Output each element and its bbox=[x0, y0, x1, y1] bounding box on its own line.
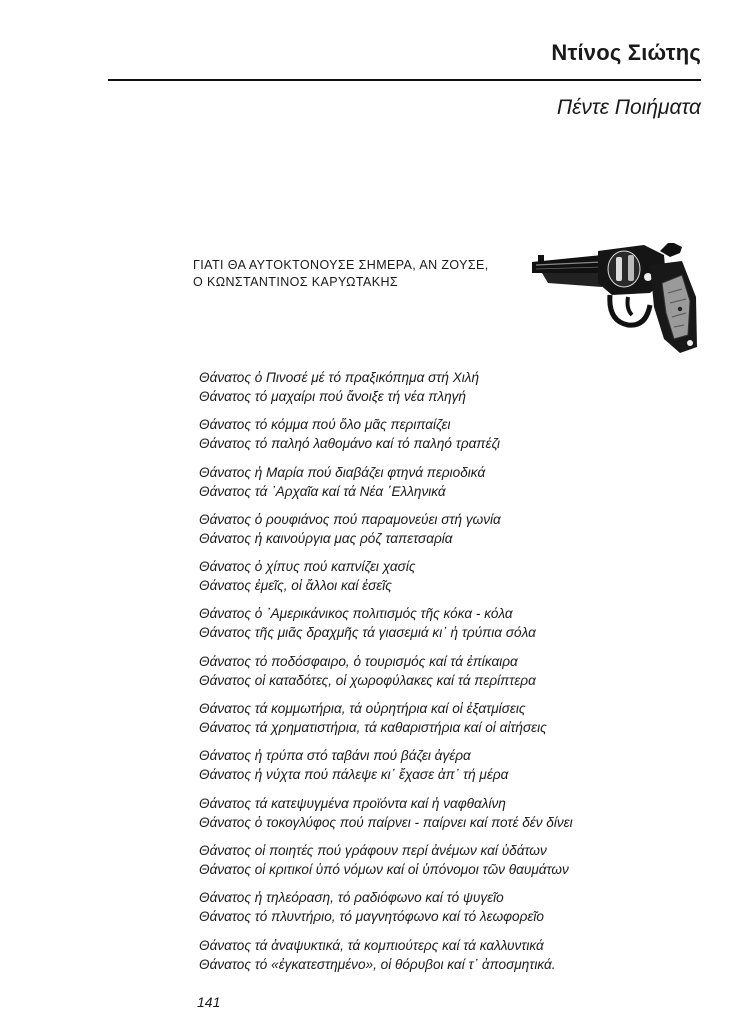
poem-line: Θάνατος ἡ τρύπα στό ταβάνι πού βάζει ἀγέρα bbox=[199, 748, 471, 764]
revolver-icon bbox=[532, 243, 697, 355]
poem-line: Θάνατος τό κόμμα πού ὅλο μᾶς περιπαίζει bbox=[199, 417, 451, 433]
poem-line: Θάνατος ἡ Μαρία πού διαβάζει φτηνά περιοδικά bbox=[199, 464, 486, 480]
poem-stanza bbox=[199, 888, 709, 926]
poem-line: Θάνατος ὁ ᾿Αμερικάνικος πολιτισμός τῆς κόκα - κόλα bbox=[199, 606, 513, 622]
poem-stanza bbox=[199, 746, 709, 784]
poem-line: Θάνατος ὁ χίπυς πού καπνίζει χασίς bbox=[199, 559, 416, 575]
poem-line: Θάνατος οἱ ποιητές πού γράφουν περί ἀνέμων καί ὑδάτων bbox=[199, 842, 547, 858]
author-name: Ντίνος Σιώτης bbox=[551, 40, 701, 65]
poem-stanza bbox=[199, 415, 709, 453]
poem-line: Θάνατος τά ᾿Αρχαῖα καί τά Νέα ῾Ελληνικά bbox=[199, 483, 446, 499]
poem-line: Θάνατος τό ποδόσφαιρο, ὁ τουρισμός καί τά ἐπίκαιρα bbox=[199, 653, 518, 669]
poem-stanza bbox=[199, 652, 709, 690]
poem-title-line: ΓΙΑΤΙ ΘΑ ΑΥΤΟΚΤΟΝΟΥΣΕ ΣΗΜΕΡΑ, ΑΝ ΖΟΥΣΕ, bbox=[193, 258, 489, 272]
poem-line: Θάνατος ἡ καινούργια μας ρόζ ταπετσαρία bbox=[199, 530, 453, 546]
poem-stanza bbox=[199, 794, 709, 832]
poem-title bbox=[193, 257, 538, 291]
poem-stanza bbox=[199, 557, 709, 595]
poem-line: Θάνατος τῆς μιᾶς δραχμῆς τά γιασεμιά κι᾿ ἡ τρύπια σόλα bbox=[199, 625, 536, 641]
poem-line: Θάνατος ἡ νύχτα πού πάλεψε κι᾿ ἔχασε ἀπ᾿ τή μέρα bbox=[199, 767, 509, 783]
poem-line: Θάνατος τά κατεψυγμένα προϊόντα καί ἡ ναφθαλίνη bbox=[199, 795, 506, 811]
poem-stanza bbox=[199, 510, 709, 548]
poem-title-line: Ο ΚΩΝΣΤΑΝΤΙΝΟΣ ΚΑΡΥΩΤΑΚΗΣ bbox=[193, 275, 398, 289]
poem-line: Θάνατος ἡ τηλεόραση, τό ραδιόφωνο καί τό ψυγεῖο bbox=[199, 890, 504, 906]
poem-line: Θάνατος οἱ καταδότες, οἱ χωροφύλακες καί τά περίπτερα bbox=[199, 672, 536, 688]
poem-line: Θάνατος οἱ κριτικοί ὑπό νόμων καί οἱ ὑπόνομοι τῶν θαυμάτων bbox=[199, 861, 569, 877]
poem-line: Θάνατος τό μαχαίρι πού ἄνοιξε τή νέα πληγή bbox=[199, 389, 466, 404]
poem-line: Θάνατος ὁ ρουφιάνος πού παραμονεύει στή γωνία bbox=[199, 511, 501, 527]
poem-line: Θάνατος ὁ τοκογλύφος πού παίρνει - παίρνει καί ποτέ δέν δίνει bbox=[199, 814, 573, 830]
page-number: 141 bbox=[197, 994, 221, 1010]
poem-line: Θάνατος τά ἀναψυκτικά, τά κομπιούτερς καί τά καλλυντικά bbox=[199, 937, 544, 953]
poem-line: Θάνατος ὁ Πινοσέ μέ τό πραξικόπημα στή Χιλή bbox=[199, 370, 480, 385]
poem-line: Θάνατος τό «ἐγκατεστημένο», οἱ θόρυβοι καί τ᾿ ἀποσμητικά. bbox=[199, 956, 556, 972]
poem-stanza bbox=[199, 841, 709, 879]
header-divider bbox=[108, 79, 701, 81]
poem-stanza bbox=[199, 699, 709, 737]
poem-stanza bbox=[199, 463, 709, 501]
poem-body bbox=[199, 368, 709, 983]
poem-line: Θάνατος τό παληό λαθομάνο καί τό παληό τραπέζι bbox=[199, 436, 500, 452]
collection-title: Πέντε Ποιήματα bbox=[556, 96, 701, 119]
poem-line: Θάνατος τά κομμωτήρια, τά οὐρητήρια καί οἱ ἐξατμίσεις bbox=[199, 701, 526, 717]
poem-line: Θάνατος τό πλυντήριο, τό μαγνητόφωνο καί τό λεωφορεῖο bbox=[199, 909, 544, 925]
poem-stanza bbox=[199, 368, 709, 406]
poem-line: Θάνατος τά χρηματιστήρια, τά καθαριστήρια καί οἱ αἰτήσεις bbox=[199, 720, 547, 736]
poem-line: Θάνατος ἐμεῖς, οἱ ἄλλοι καί ἐσεῖς bbox=[199, 578, 392, 594]
poem-stanza bbox=[199, 604, 709, 642]
poem-stanza bbox=[199, 936, 709, 974]
